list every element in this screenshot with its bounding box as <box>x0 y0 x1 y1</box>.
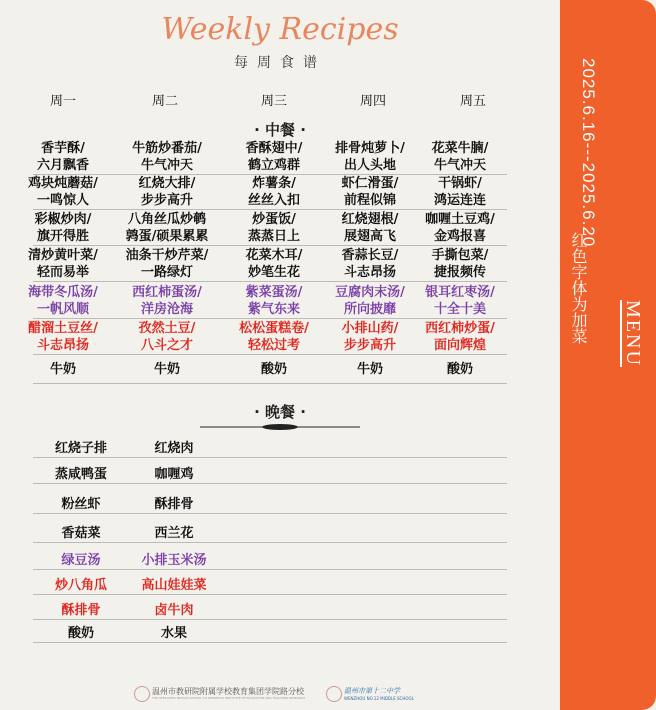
dish-text: 清炒黄叶菜/ <box>28 248 98 263</box>
day-label: 周五 <box>460 94 487 109</box>
lunch-dish <box>15 140 111 174</box>
lunch-dish <box>15 284 111 318</box>
dish-text: 步步高升 <box>140 193 193 208</box>
dinner-dish: 酥排骨 <box>61 603 101 618</box>
lunch-dish <box>119 361 215 378</box>
dish-text: 八角丝瓜炒鹌 <box>127 212 206 227</box>
dish-text: 步步高升 <box>343 338 396 353</box>
row-divider <box>33 245 507 246</box>
footer-school-right-en: WENZHOU NO.12 MIDDLE SCHOOL <box>344 696 414 701</box>
dinner-dish: 蒸咸鸭蛋 <box>54 467 107 482</box>
row-divider <box>33 281 507 282</box>
side-panel <box>560 0 656 710</box>
lunch-dish <box>322 140 418 174</box>
weekday-header <box>0 90 560 108</box>
dish-text: 一帆风顺 <box>36 302 89 317</box>
dish-text: 洋房沧海 <box>140 302 193 317</box>
row-divider <box>33 513 507 514</box>
lunch-dish <box>226 247 322 281</box>
dish-text: 出人头地 <box>343 158 396 173</box>
lunch-dish <box>322 284 418 318</box>
lunch-dish <box>322 175 418 209</box>
row-divider <box>33 619 507 620</box>
row-divider <box>33 594 507 595</box>
dish-text: 炒蛋饭/ <box>252 212 296 227</box>
dish-text: 香芋酥/ <box>41 141 85 156</box>
footer-school-left: 温州市教研院附属学校教育集团学院路分校 <box>152 687 304 696</box>
dish-text: 香酥翅中/ <box>245 141 303 156</box>
dish-text: 红烧大排/ <box>138 176 196 191</box>
dish-text: 红烧翅根/ <box>341 212 399 227</box>
dinner-dish: 红烧子排 <box>54 441 107 456</box>
dish-text: 彩椒炒肉/ <box>34 212 92 227</box>
dish-text: 排骨炖萝卜/ <box>335 141 405 156</box>
row-divider <box>33 483 507 484</box>
lunch-dish <box>412 211 508 245</box>
dish-text: 花菜木耳/ <box>245 248 303 263</box>
dish-text: 香蒜长豆/ <box>341 248 399 263</box>
dish-text: 旗开得胜 <box>36 229 89 244</box>
row-divider <box>33 354 507 355</box>
school-logo-icon <box>134 686 150 702</box>
dish-text: 鹑蛋/硕果累累 <box>125 229 209 244</box>
dish-text: 西红柿蛋汤/ <box>132 285 202 300</box>
dish-text: 捷报频传 <box>433 265 486 280</box>
menu-label: MENU <box>622 300 644 367</box>
row-divider <box>33 457 507 458</box>
day-label: 周一 <box>50 94 77 109</box>
dish-text: 六月飘香 <box>36 158 89 173</box>
lunch-dish <box>119 211 215 245</box>
legend-note: 红色字体为加菜 <box>569 232 588 344</box>
lunch-dish <box>15 320 111 354</box>
lunch-dish <box>412 284 508 318</box>
dinner-dish: 酥排骨 <box>154 497 194 512</box>
lunch-dish <box>15 175 111 209</box>
lunch-dish <box>119 284 215 318</box>
dish-text: 松松蛋糕卷/ <box>239 321 309 336</box>
dish-text: 一路绿灯 <box>140 265 193 280</box>
lunch-dish <box>226 320 322 354</box>
lunch-dish <box>226 284 322 318</box>
dish-text: 轻而易举 <box>36 265 89 280</box>
dish-text: 牛奶 <box>356 362 383 377</box>
dinner-dish: 卤牛肉 <box>154 603 194 618</box>
page-subtitle: 每周食谱 <box>234 55 326 71</box>
lunch-dish <box>226 361 322 378</box>
dish-text: 金鸡报喜 <box>433 229 486 244</box>
dinner-dish: 炒八角瓜 <box>54 578 107 593</box>
lunch-dish <box>412 320 508 354</box>
dish-text: 牛奶 <box>153 362 180 377</box>
date-range: 2025.6.16---2025.6.20 <box>579 58 598 248</box>
footer <box>130 686 430 704</box>
lunch-dish <box>15 211 111 245</box>
dish-text: 牛奶 <box>49 362 76 377</box>
dish-text: 酸奶 <box>260 362 287 377</box>
lunch-dish <box>119 320 215 354</box>
lunch-dish <box>322 211 418 245</box>
lunch-dish <box>412 247 508 281</box>
lunch-dish <box>412 175 508 209</box>
dinner-dish: 小排玉米汤 <box>141 553 207 568</box>
dish-text: 一鸣惊人 <box>36 193 89 208</box>
dish-text: 孜然土豆/ <box>138 321 196 336</box>
dish-text: 鸡块炖蘑菇/ <box>28 176 98 191</box>
dinner-dish: 水果 <box>160 626 187 641</box>
dinner-dish: 高山娃娃菜 <box>141 578 207 593</box>
dish-text: 斗志昂扬 <box>343 265 396 280</box>
dish-text: 所向披靡 <box>343 302 396 317</box>
dish-text: 面向辉煌 <box>433 338 486 353</box>
dinner-dish: 咖喱鸡 <box>154 467 194 482</box>
row-divider <box>33 209 507 210</box>
dish-text: 花菜牛腩/ <box>431 141 489 156</box>
lunch-dish <box>412 361 508 378</box>
dish-text: 小排山药/ <box>341 321 399 336</box>
lunch-dish <box>119 175 215 209</box>
dish-text: 咖喱土豆鸡/ <box>425 212 495 227</box>
dish-text: 豆腐肉末汤/ <box>335 285 405 300</box>
lunch-dish <box>226 175 322 209</box>
dish-text: 轻松过考 <box>247 338 300 353</box>
lunch-dish <box>119 140 215 174</box>
dish-text: 八斗之才 <box>140 338 193 353</box>
dish-text: 干锅虾/ <box>438 176 482 191</box>
lunch-dish <box>119 247 215 281</box>
dish-text: 斗志昂扬 <box>36 338 89 353</box>
dish-text: 紫菜蛋汤/ <box>245 285 303 300</box>
footer-school-left-en: THE AFFILIATED MIDDLE SCHOOL TO WENZHOU INSTITUTE OF EDUCATION AND TEACHING RESEARCH <box>152 696 306 700</box>
day-label: 周四 <box>360 94 387 109</box>
dinner-dish: 香菇菜 <box>61 526 101 541</box>
lunch-dish <box>15 247 111 281</box>
lunch-dish <box>412 140 508 174</box>
dish-text: 牛筋炒番茄/ <box>132 141 202 156</box>
dish-text: 醋溜土豆丝/ <box>28 321 98 336</box>
dish-text: 手撕包菜/ <box>431 248 489 263</box>
dish-text: 前程似锦 <box>343 193 396 208</box>
lunch-dish <box>226 140 322 174</box>
dinner-dish: 西兰花 <box>154 526 194 541</box>
lunch-dish <box>15 361 111 378</box>
dish-text: 银耳红枣汤/ <box>425 285 495 300</box>
dish-text: 妙笔生花 <box>247 265 300 280</box>
lunch-dish <box>322 320 418 354</box>
row-divider <box>33 569 507 570</box>
dinner-title: · 晚餐 · <box>254 403 306 421</box>
page-title: Weekly Recipes <box>161 12 399 47</box>
dish-text: 酸奶 <box>446 362 473 377</box>
row-divider <box>33 383 507 384</box>
row-divider <box>33 318 507 319</box>
dish-text: 十全十美 <box>433 302 486 317</box>
lunch-dish <box>322 361 418 378</box>
lunch-title: · 中餐 · <box>254 121 306 139</box>
dish-text: 展翅高飞 <box>343 229 396 244</box>
school-logo-icon <box>326 686 342 702</box>
dish-text: 西红柿炒蛋/ <box>425 321 495 336</box>
dish-text: 牛气冲天 <box>433 158 486 173</box>
dish-text: 丝丝入扣 <box>247 193 300 208</box>
lunch-dish <box>226 211 322 245</box>
dinner-dish: 酸奶 <box>67 626 94 641</box>
row-divider <box>33 642 507 643</box>
dish-text: 油条干炒芹菜/ <box>125 248 209 263</box>
lunch-dish <box>322 247 418 281</box>
dish-text: 海带冬瓜汤/ <box>28 285 98 300</box>
dish-text: 虾仁滑蛋/ <box>341 176 399 191</box>
dish-text: 炸薯条/ <box>252 176 296 191</box>
dinner-dish: 红烧肉 <box>154 441 194 456</box>
row-divider <box>33 542 507 543</box>
day-label: 周三 <box>261 94 288 109</box>
dish-text: 牛气冲天 <box>140 158 193 173</box>
dish-text: 蒸蒸日上 <box>247 229 300 244</box>
ornament-divider <box>200 424 360 430</box>
dish-text: 鹤立鸡群 <box>247 158 300 173</box>
dinner-dish: 粉丝虾 <box>61 497 101 512</box>
footer-school-right: 温州市第十二中学 <box>344 687 400 695</box>
dish-text: 鸿运连连 <box>433 193 486 208</box>
dinner-dish: 绿豆汤 <box>61 553 101 568</box>
day-label: 周二 <box>152 94 179 109</box>
dish-text: 紫气东来 <box>247 302 300 317</box>
